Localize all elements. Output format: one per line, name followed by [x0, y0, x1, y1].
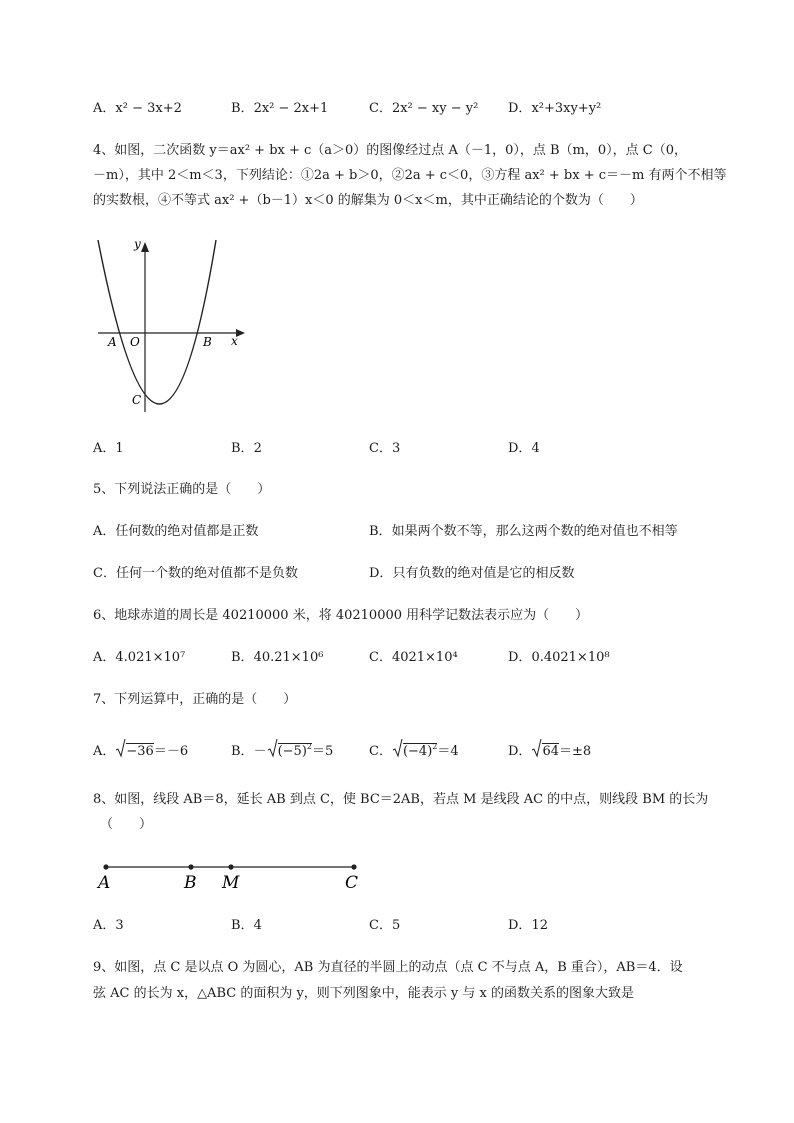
- q8-stem-line-2: （ ）: [100, 817, 153, 832]
- q5-option-b[interactable]: B．如果两个数不等，那么这两个数的绝对值也不相等: [369, 524, 678, 539]
- q5-option-a[interactable]: A．任何数的绝对值都是正数: [93, 524, 259, 539]
- parabola-figure: [90, 232, 250, 414]
- q3-option-d[interactable]: D．x²+3xy+y²: [508, 101, 602, 116]
- sqrt-icon: [115, 738, 126, 765]
- segment-figure: [94, 855, 374, 895]
- q4-stem-line-2: －m），其中 2＜m＜3，下列结论：①2a + b＞0，②2a + c＜0，③方程 ax² + bx + c＝－m 有两个不相等: [93, 168, 727, 183]
- q9-stem-line-1: 9、如图，点 C 是以点 O 为圆心，AB 为直径的半圆上的动点（点 C 不与点 A，B 重合），AB＝4．设: [93, 960, 683, 975]
- q4-option-c[interactable]: C．3: [369, 441, 401, 456]
- q7-option-b[interactable]: B．－ $(-5)^2=5$: [231, 738, 333, 765]
- q6-option-d[interactable]: D．0.4021×10⁸: [508, 650, 610, 665]
- q3-option-c[interactable]: C．2x² − xy − y²: [369, 101, 479, 116]
- y-axis-arrow-icon: [141, 242, 149, 252]
- point-a-label: A: [98, 873, 111, 893]
- point-b-label: B: [203, 335, 212, 349]
- q6-option-a[interactable]: A．4.021×10⁷: [93, 650, 186, 665]
- q6-option-c[interactable]: C．4021×10⁴: [369, 650, 458, 665]
- point-m-label: M: [222, 873, 240, 893]
- parabola-curve: [98, 240, 216, 404]
- q8-option-a[interactable]: A．3: [93, 918, 124, 933]
- q6-option-b[interactable]: B．40.21×10⁶: [231, 650, 324, 665]
- sqrt-icon: [392, 738, 403, 765]
- q8-option-d[interactable]: D．12: [508, 918, 548, 933]
- q4-stem-line-1: 4、如图，二次函数 y＝ax² + bx + c（a＞0）的图像经过点 A（－1，0），点 B（m，0），点 C（0，: [93, 143, 688, 158]
- q4-option-b[interactable]: B．2: [231, 441, 262, 456]
- point-a-dot: [103, 864, 108, 869]
- point-c-label: C: [345, 873, 359, 893]
- point-c-dot: [351, 864, 356, 869]
- q3-option-a[interactable]: A．x² − 3x+2: [93, 101, 182, 116]
- q5-option-c[interactable]: C．任何一个数的绝对值都不是负数: [93, 566, 298, 581]
- y-axis-label: y: [134, 237, 141, 251]
- q7-option-d[interactable]: D． 64＝±8: [508, 738, 591, 765]
- q4-stem-line-3: 的实数根，④不等式 ax² +（b－1）x＜0 的解集为 0＜x＜m，其中正确结论的个数为（ ）: [93, 193, 643, 208]
- point-a-label: A: [108, 335, 117, 349]
- q6-stem: 6、地球赤道的周长是 40210000 米，将 40210000 用科学记数法表示应为（ ）: [93, 608, 589, 623]
- point-b-dot: [188, 864, 193, 869]
- q3-option-b[interactable]: B．2x² − 2x+1: [231, 101, 329, 116]
- q8-stem-line-1: 8、如图，线段 AB＝8，延长 AB 到点 C，使 BC＝2AB，若点 M 是线段 AC 的中点，则线段 BM 的长为: [93, 792, 709, 807]
- q5-stem: 5、下列说法正确的是（ ）: [93, 482, 271, 497]
- q8-option-c[interactable]: C．5: [369, 918, 401, 933]
- q8-option-b[interactable]: B．4: [231, 918, 262, 933]
- q7-stem: 7、下列运算中，正确的是（ ）: [93, 692, 297, 707]
- q5-option-d[interactable]: D．只有负数的绝对值是它的相反数: [369, 566, 575, 581]
- sqrt-icon: [531, 738, 542, 765]
- point-b-label: B: [184, 873, 197, 893]
- point-m-dot: [228, 864, 233, 869]
- q4-option-a[interactable]: A．1: [93, 441, 124, 456]
- q7-option-a[interactable]: A． −36＝－6: [93, 738, 188, 765]
- x-axis-label: x: [231, 334, 238, 348]
- point-c-label: C: [132, 393, 142, 407]
- q9-stem-line-2: 弦 AC 的长为 x，△ABC 的面积为 y，则下列图象中，能表示 y 与 x 的函数关系的图象大致是: [93, 986, 635, 1001]
- sqrt-icon: [267, 738, 278, 765]
- origin-label: O: [130, 335, 140, 349]
- q7-option-c[interactable]: C． $(-4)^2=4$: [369, 738, 459, 765]
- q4-option-d[interactable]: D．4: [508, 441, 540, 456]
